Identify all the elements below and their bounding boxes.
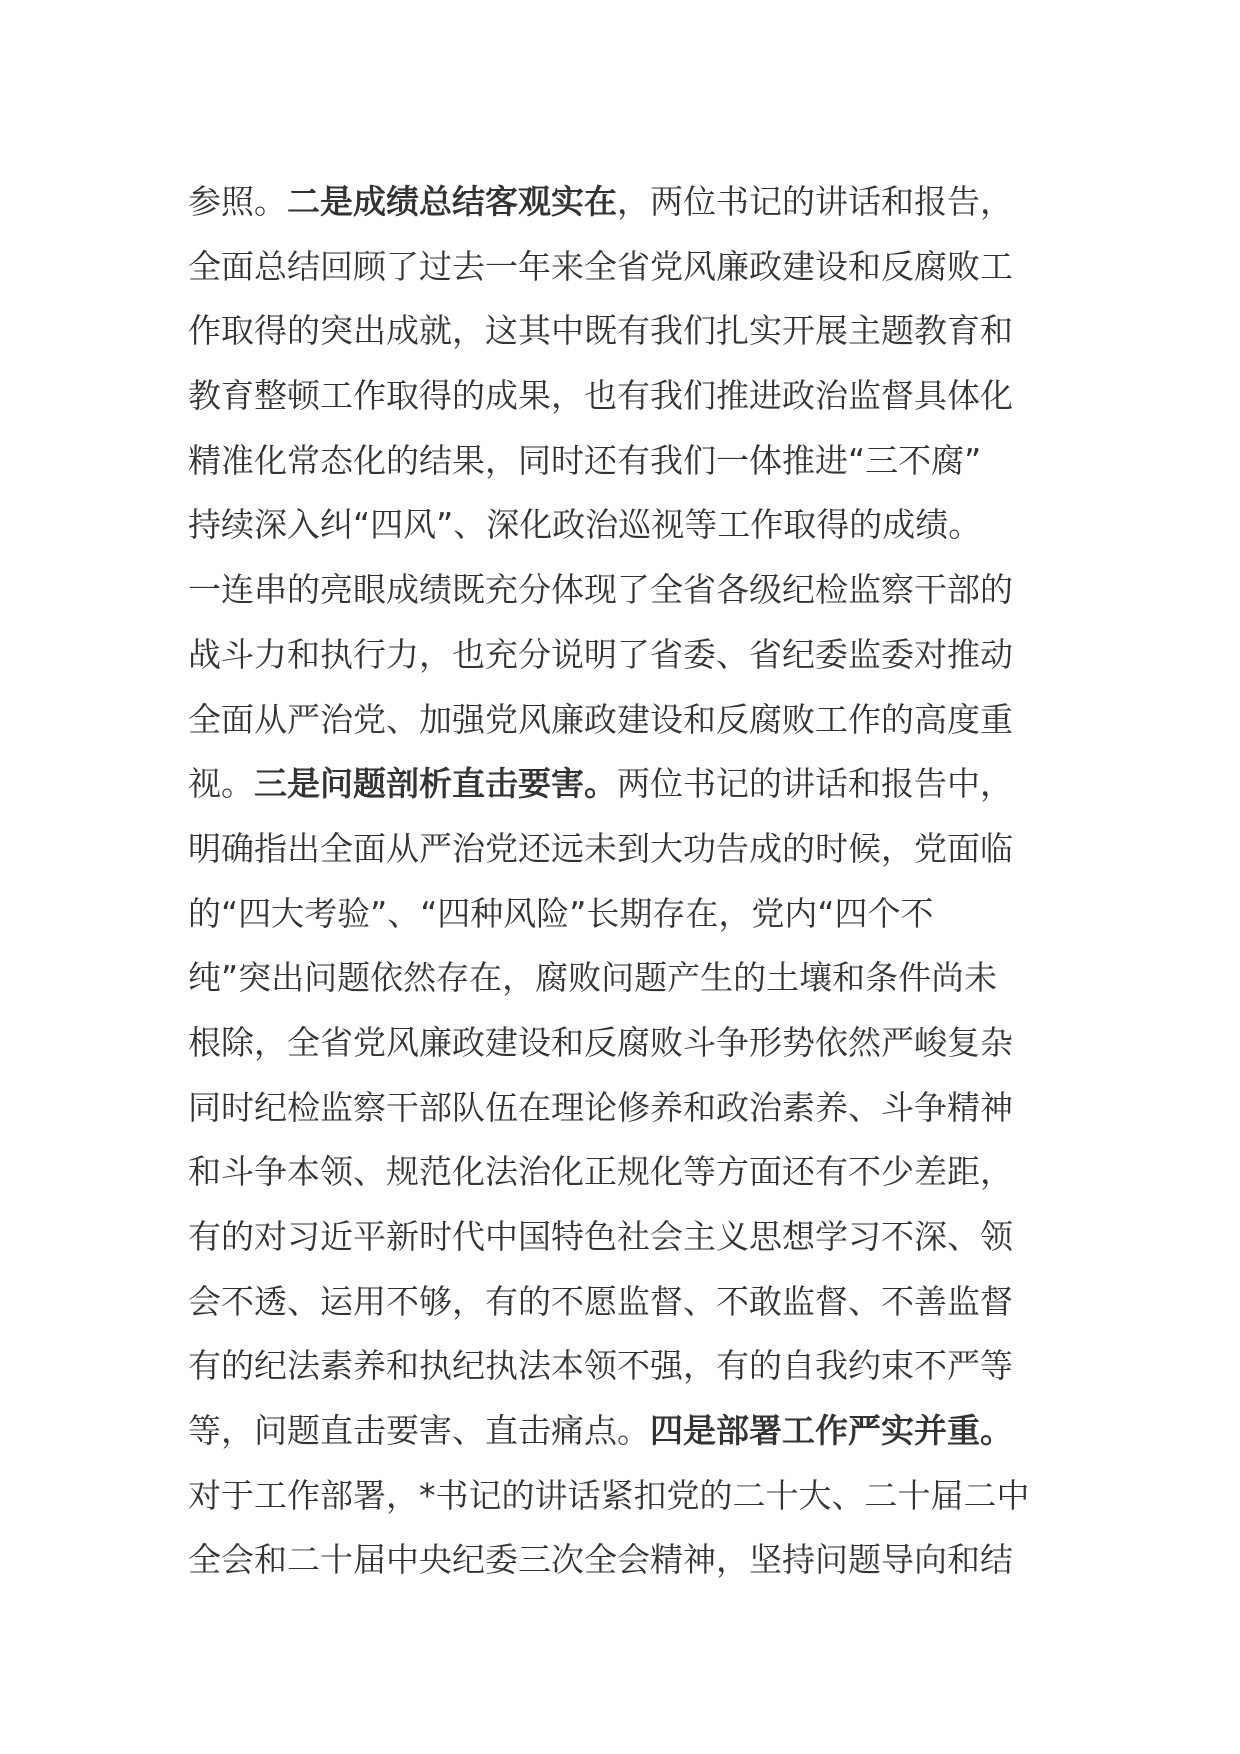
text-line (188, 882, 1068, 947)
body-text-run: 根除，全省党风廉政建设和反腐败斗争形势依然严峻复杂 (188, 1022, 1013, 1062)
bold-heading-text: 二是成绩总结客观实在 (287, 182, 617, 221)
body-text-run: ，两位书记的讲话和报告， (617, 182, 1013, 221)
text-line (188, 817, 1068, 882)
body-text-run: 全面总结回顾了过去一年来全省党风廉政建设和反腐败工 (188, 246, 1013, 286)
text-line (188, 623, 1068, 688)
body-text-run: 纯”突出问题依然存在，腐败问题产生的土壤和条件尚未 (188, 958, 998, 998)
body-text-run: 全会和二十届中央纪委三次全会精神，坚持问题导向和结 (188, 1540, 1013, 1580)
text-line (188, 1464, 1068, 1529)
text-line (188, 493, 1068, 558)
body-text-run: 会不透、运用不够，有的不愿监督、不敢监督、不善监督 (188, 1281, 1013, 1321)
text-line (188, 1399, 1068, 1464)
body-text-run: 教育整顿工作取得的成果，也有我们推进政治监督具体化 (188, 376, 1013, 416)
body-text-run: 一连串的亮眼成绩既充分体现了全省各级纪检监察干部的 (188, 570, 1013, 610)
body-text-run: 战斗力和执行力，也充分说明了省委、省纪委监委对推动 (188, 634, 1013, 674)
body-text-run: 的“四大考验”、“四种风险”长期存在，党内“四个不 (188, 893, 934, 933)
body-text-run: 精准化常态化的结果，同时还有我们一体推进“三不腐” (188, 440, 982, 480)
text-line (188, 1140, 1068, 1205)
body-text-run: 参照。 (188, 182, 287, 221)
text-line (188, 299, 1068, 364)
text-line (188, 558, 1068, 623)
text-line (188, 235, 1068, 300)
body-text-run: 明确指出全面从严治党还远未到大功告成的时候，党面临 (188, 828, 1013, 868)
body-text-run: 两位书记的讲话和报告中， (617, 764, 1013, 804)
body-text-run: 持续深入纠“四风”、深化政治巡视等工作取得的成绩。 (188, 505, 982, 545)
body-text-run: 和斗争本领、规范化法治化正规化等方面还有不少差距， (188, 1152, 1013, 1192)
bold-heading-text: 四是部署工作严实并重。 (650, 1411, 1013, 1451)
text-line (188, 364, 1068, 429)
body-paragraph (188, 170, 1068, 1593)
text-line (188, 1270, 1068, 1335)
text-line (188, 688, 1068, 753)
text-line (188, 429, 1068, 494)
text-line (188, 1205, 1068, 1270)
bold-heading-text: 三是问题剖析直击要害。 (254, 764, 617, 804)
body-text-run: 等，问题直击要害、直击痛点。 (188, 1411, 650, 1451)
body-text-run: 视。 (188, 764, 254, 804)
body-text-run: 有的对习近平新时代中国特色社会主义思想学习不深、领 (188, 1217, 1013, 1256)
body-text-run: 有的纪法素养和执纪执法本领不强，有的自我约束不严等 (188, 1346, 1013, 1386)
body-text-run: 全面从严治党、加强党风廉政建设和反腐败工作的高度重 (188, 699, 1013, 739)
text-line (188, 1334, 1068, 1399)
body-text-run: 同时纪检监察干部队伍在理论修养和政治素养、斗争精神 (188, 1087, 1013, 1127)
text-line (188, 752, 1068, 817)
text-line (188, 170, 1068, 235)
text-line (188, 1011, 1068, 1076)
body-text-run: 作取得的突出成就，这其中既有我们扎实开展主题教育和 (188, 311, 1013, 351)
text-line (188, 946, 1068, 1011)
body-text-run: 对于工作部署，*书记的讲话紧扣党的二十大、二十届二中 (188, 1475, 1030, 1515)
text-line (188, 1528, 1068, 1593)
text-line (188, 1076, 1068, 1141)
